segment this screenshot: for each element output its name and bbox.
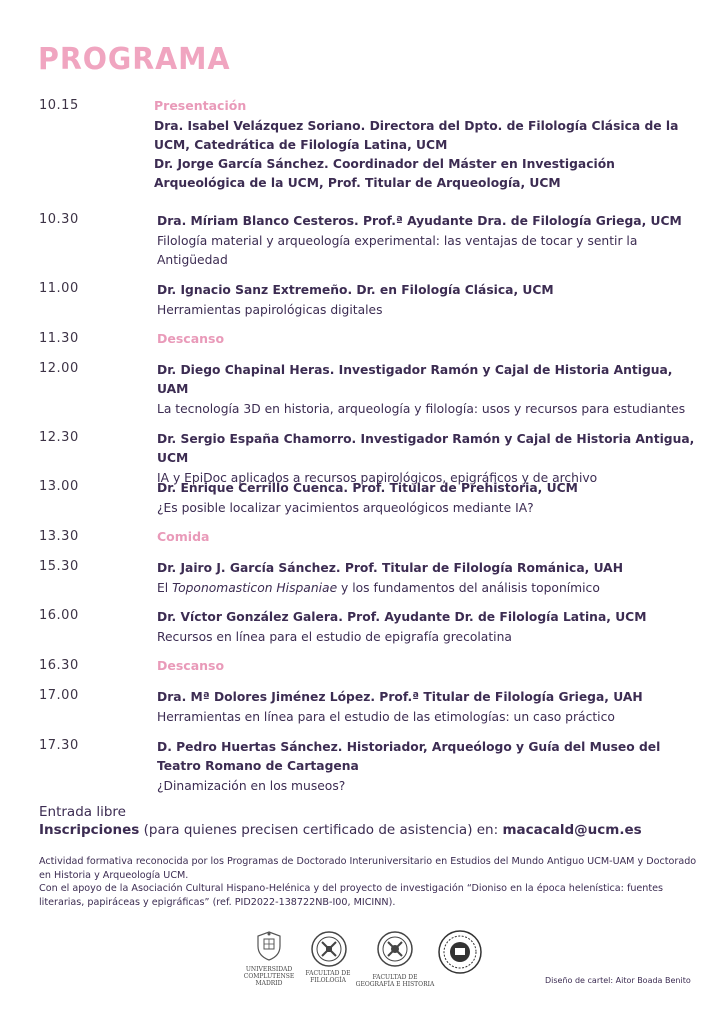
registration-text: (para quienes precisen certificado de asistencia) en: xyxy=(139,822,503,838)
talk-title: Herramientas en línea para el estudio de las etimologías: un caso práctico xyxy=(157,710,615,724)
speaker-name: Dr. Diego Chapinal Heras. Investigador Ramón y Cajal de Historia Antigua, UAM xyxy=(157,363,673,396)
talk-title: Recursos en línea para el estudio de epigrafía grecolatina xyxy=(157,630,512,644)
session-content xyxy=(154,98,694,193)
filologia-logo xyxy=(310,930,348,972)
accreditation-note: Actividad formativa reconocida por los Programas de Doctorado Interuniversitario en Estudios del Mundo Antiguo UCM-UAM y Doctorado en Historia y Arqueología UCM. xyxy=(39,856,697,881)
ucm-crest-icon xyxy=(254,930,284,962)
talk-title: Filología material y arqueología experimental: las ventajas de tocar y sentir la Antigüedad xyxy=(157,234,638,267)
session-content xyxy=(157,688,697,727)
registration-label: Inscripciones xyxy=(39,822,140,838)
page-title: PROGRAMA xyxy=(38,42,231,77)
session-content xyxy=(157,331,697,346)
speaker-name: Dr. Enrique Cerrillo Cuenca. Prof. Titular de Prehistoria, UCM xyxy=(157,481,578,495)
geografia-logo-text: FACULTAD DE GEOGRAFÍA E HISTORIA xyxy=(355,974,435,988)
talk-title-italic: Toponomasticon Hispaniae xyxy=(172,581,338,595)
session-time: 10.30 xyxy=(39,212,79,227)
credits-notes xyxy=(39,855,699,909)
session-time: 12.00 xyxy=(39,361,79,376)
session-time: 16.30 xyxy=(39,658,79,673)
session-time: 13.00 xyxy=(39,479,79,494)
geografia-logo xyxy=(376,930,414,972)
session-content xyxy=(157,281,697,320)
talk-title: ¿Es posible localizar yacimientos arqueológicos mediante IA? xyxy=(157,501,534,515)
entry-note: Entrada libre xyxy=(39,804,126,820)
session-time: 10.15 xyxy=(39,98,79,113)
filologia-logo-text: FACULTAD DE FILOLOGÍA xyxy=(305,970,351,984)
speaker-name: Dra. Mª Dolores Jiménez López. Prof.ª Titular de Filología Griega, UAH xyxy=(157,690,643,704)
talk-title-part: El xyxy=(157,581,173,595)
session-time: 17.00 xyxy=(39,688,79,703)
session-content xyxy=(157,738,697,796)
session-time: 12.30 xyxy=(39,430,79,445)
registration-note xyxy=(39,822,642,838)
association-seal-icon xyxy=(438,930,482,974)
session-time: 13.30 xyxy=(39,529,79,544)
speaker-name: D. Pedro Huertas Sánchez. Historiador, Arqueólogo y Guía del Museo del Teatro Romano de Cartagena xyxy=(157,740,661,773)
support-note: Con el apoyo de la Asociación Cultural Hispano-Helénica y del proyecto de investigación “Dioniso en la época helenística: fuentes literarias, papiráceas y epigráficas” (ref. PID2022-138722NB-I00, MICINN). xyxy=(39,883,664,908)
design-credit: Diseño de cartel: Aitor Boada Benito xyxy=(545,976,691,985)
speaker-name: Dr. Jorge García Sánchez. Coordinador del Máster en Investigación Arqueológica de la UCM, Prof. Titular de Arqueología, UCM xyxy=(154,157,615,190)
session-time: 15.30 xyxy=(39,559,79,574)
session-content xyxy=(157,361,697,419)
association-logo xyxy=(438,930,482,978)
speaker-name: Dra. Isabel Velázquez Soriano. Directora del Dpto. de Filología Clásica de la UCM, Catedrática de Filología Latina, UCM xyxy=(154,119,679,152)
talk-title: Herramientas papirológicas digitales xyxy=(157,303,383,317)
speaker-name: Dr. Víctor González Galera. Prof. Ayudante Dr. de Filología Latina, UCM xyxy=(157,610,647,624)
talk-title xyxy=(157,579,697,598)
session-content xyxy=(157,212,697,270)
geografia-seal-icon xyxy=(376,930,414,968)
logos-strip xyxy=(236,930,496,990)
session-content xyxy=(157,479,697,518)
session-label: Presentación xyxy=(154,98,247,113)
speaker-name: Dr. Sergio España Chamorro. Investigador Ramón y Cajal de Historia Antigua, UCM xyxy=(157,432,695,465)
break-label: Comida xyxy=(157,529,210,544)
talk-title: ¿Dinamización en los museos? xyxy=(157,779,346,793)
talk-title: La tecnología 3D en historia, arqueología y filología: usos y recursos para estudiantes xyxy=(157,402,686,416)
session-content xyxy=(157,529,697,544)
registration-email[interactable]: macacald@ucm.es xyxy=(502,822,642,838)
session-time: 16.00 xyxy=(39,608,79,623)
filologia-seal-icon xyxy=(310,930,348,968)
session-time: 17.30 xyxy=(39,738,79,753)
talk-title-part: y los fundamentos del análisis toponímico xyxy=(337,581,600,595)
session-time: 11.30 xyxy=(39,331,79,346)
speaker-name: Dra. Míriam Blanco Cesteros. Prof.ª Ayudante Dra. de Filología Griega, UCM xyxy=(157,214,682,228)
session-content xyxy=(157,658,697,673)
session-time: 11.00 xyxy=(39,281,79,296)
speaker-name: Dr. Ignacio Sanz Extremeño. Dr. en Filología Clásica, UCM xyxy=(157,283,554,297)
session-content xyxy=(157,559,697,598)
session-content xyxy=(157,608,697,647)
ucm-logo-text: UNIVERSIDAD COMPLUTENSE MADRID xyxy=(243,966,295,987)
break-label: Descanso xyxy=(157,331,225,346)
ucm-logo xyxy=(254,930,284,966)
talk-title: IA y EpiDoc aplicados a recursos papirológicos, epigráficos y de archivo xyxy=(157,471,598,485)
break-label: Descanso xyxy=(157,658,225,673)
speaker-name: Dr. Jairo J. García Sánchez. Prof. Titular de Filología Románica, UAH xyxy=(157,561,623,575)
